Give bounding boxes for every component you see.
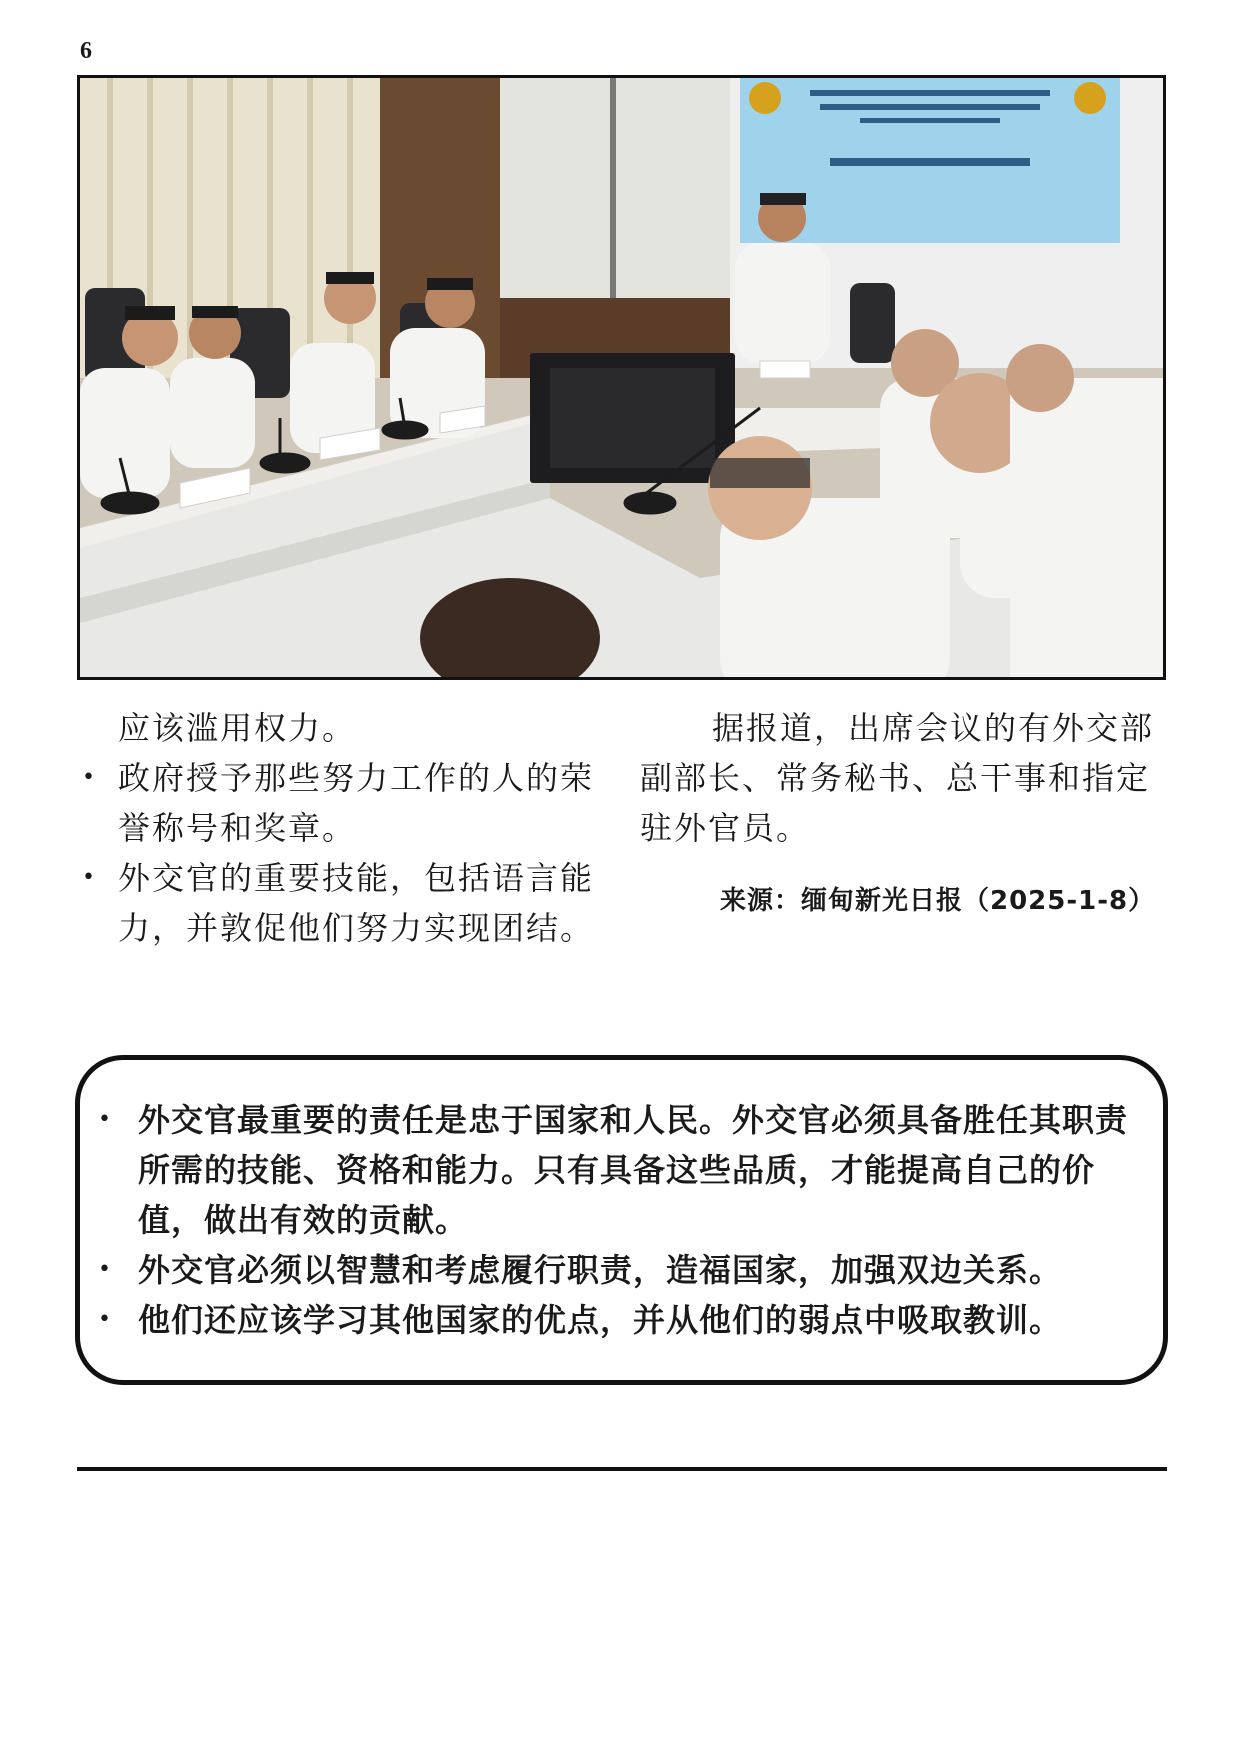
left-bullet-list xyxy=(118,753,606,953)
attendees-paragraph: 据报道，出席会议的有外交部副部长、常务秘书、总干事和指定驻外官员。 xyxy=(640,709,1155,847)
continued-text: 应该滥用权力。 xyxy=(118,709,357,747)
source-citation: 来源：缅甸新光日报（2025-1-8） xyxy=(720,886,1156,916)
right-column xyxy=(640,703,1170,853)
list-item: • 政府授予那些努力工作的人的荣誉称号和奖章。 xyxy=(118,753,606,853)
meeting-photo-illustration xyxy=(80,78,1163,677)
list-item: • 外交官必须以智慧和考虑履行职责，造福国家，加强双边关系。 xyxy=(138,1245,1148,1295)
left-column xyxy=(118,703,606,953)
horizontal-divider xyxy=(77,1467,1167,1471)
summary-box xyxy=(75,1055,1168,1385)
page-number: 6 xyxy=(80,38,92,64)
list-item: • 外交官的重要技能，包括语言能力，并敦促他们努力实现团结。 xyxy=(118,853,606,953)
summary-bullet-list xyxy=(138,1095,1148,1345)
list-item: • 外交官最重要的责任是忠于国家和人民。外交官必须具备胜任其职责所需的技能、资格和能力。只有具备这些品质，才能提高自己的价值，做出有效的贡献。 xyxy=(138,1095,1148,1245)
list-item: • 他们还应该学习其他国家的优点，并从他们的弱点中吸取教训。 xyxy=(138,1295,1148,1345)
meeting-photo xyxy=(77,75,1166,680)
